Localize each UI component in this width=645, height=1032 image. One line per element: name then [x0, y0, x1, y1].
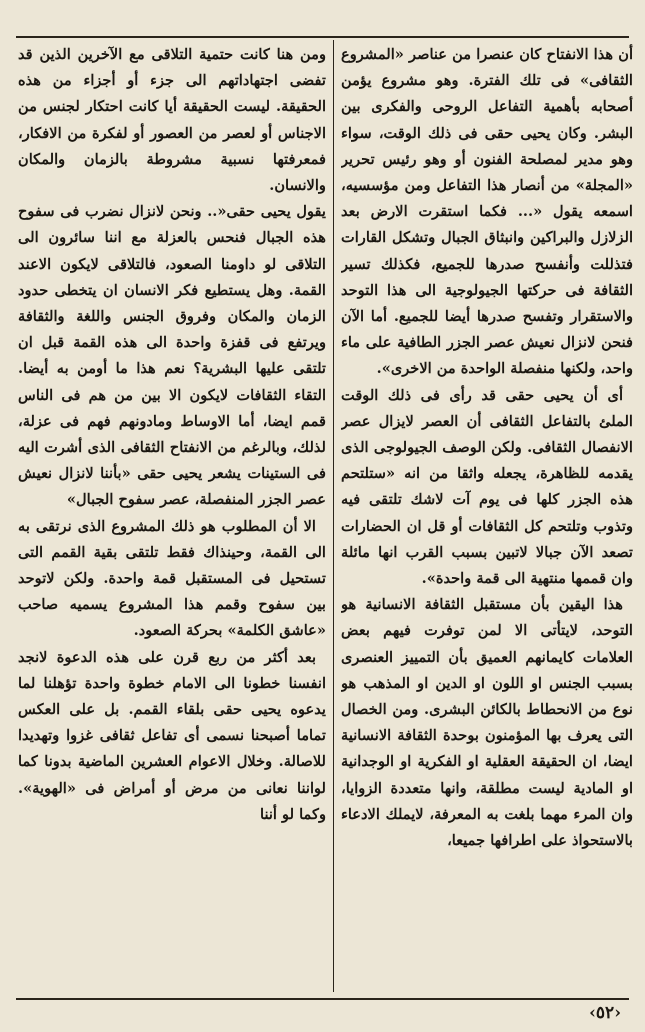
column-divider	[333, 40, 334, 992]
left-column	[18, 42, 326, 992]
bottom-rule	[16, 998, 629, 1000]
top-rule	[16, 36, 629, 38]
paragraph: أن هذا الانفتاح كان عنصرا من عناصر «المشروع الثقافى» فى تلك الفترة. وهو مشروع يؤمن أصحابه بأهمية التفاعل الروحى والفكرى بين البشر. وكان يحيى حقى فى ذلك الوقت، سواء وهو مدير لمصلحة الفنون أو وهو رئيس تحرير «المجلة» من أنصار هذا التفاعل ومن مؤسسيه، اسمعه يقول «... فكما استقرت الارض بعد الزلازل والبراكين وانبثاق الجبال وتشكل القارات فتذللت وأنفسح صدرها للجميع، فكذلك تسير الثقافة فى حركتها الجيولوجية الى هذا التوحد والاستقرار وتفسح صدرها أيضا للجميع. أما الآن فنحن لانزال نعيش عصر الجزر الطافية على ماء واحد، ولكنها منفصلة الواحدة من الاخرى».	[341, 46, 633, 378]
paragraph: بعد أكثر من ربع قرن على هذه الدعوة لانجد انفسنا خطونا الى الامام خطوة واحدة تؤهلنا لما يدعوه يحيى حقى بلقاء القمم. بل على العكس تماما أصبحنا نسمى أى تفاعل ثقافى غزوا وتهديدا للاصالة. وخلال الاعوام العشرين الماضية بدونا كما لواننا نعانى من مرض أو أمراض فى «الهوية». وكما لو أننا	[18, 648, 326, 823]
paragraph: الا أن المطلوب هو ذلك المشروع الذى نرتقى به الى القمة، وحينذاك فقط تلتقى بقية القمم التى تستحيل فى المستقبل قمة واحدة. ولكن لاتوحد بين سفوح وقمم هذا المشروع يسميه صاحب «عاشق الكلمة» بحركة الصعود.	[18, 517, 326, 640]
paragraph: أى أن يحيى حقى قد رأى فى ذلك الوقت الملئ بالتفاعل الثقافى أن العصر لايزال عصر الانفصال الثقافى. ولكن الوصف الجيولوجى الذى يقدمه للظاهرة، يجعله واثقا من انه «ستلتحم هذه الجزر كلها فى يوم آت لاشك تلتقى فيه وتذوب وتلتحم كل الثقافات أو قل ان الحضارات تصعد الآن جبالا لاتبين بسبب القرب انها مائلة وان قممها منتهية الى قمة واحدة».	[341, 386, 633, 588]
paragraph: هذا اليقين بأن مستقبل الثقافة الانسانية هو التوحد، لايتأتى الا لمن توفرت فيهم بعض العلامات كايمانهم العميق بأن التمييز العنصرى بسبب الجنس او اللون او الدين او المذهب هو نوع من الانحطاط بالكائن البشرى. ومن الخصال التى يعرف بها المؤمنون بوحدة الثقافة الانسانية ايضا، ان الحقيقة العقلية او الفكرية او الوجدانية او المادية ليست مطلقة، وانها متعددة الزوايا، وان المرء مهما بلغت به المعرفة، لايملك الادعاء بالاستحواذ على اطرافها جميعا،	[341, 596, 633, 850]
paragraph: يقول يحيى حقى«.. ونحن لانزال نضرب فى سفوح هذه الجبال فنحس بالعزلة مع اننا سائرون الى التلاقى لو داومنا الصعود، فالتلاقى لايكون الاعند القمة. وهل يستطيع فكر الانسان ان يتخطى حدود الزمان والمكان وفروق الجنس واللغة والثقافة ويرتفع فى قفزة واحدة الى هذه القمة قبل ان تلتقى عليها البشرية؟ نعم هذا ما أومن به أيضا. التقاء الثقافات لايكون الا بين من هم فى الناس قمم ايضا، أما الاوساط ومادونهم فهم فى عزلة، لذلك، وبالرغم من الانفتاح الثقافى الذى أشرت اليه فى الستينات يشعر يحيى حقى «بأننا لانزال نعيش عصر الجزر المنفصلة، عصر سفوح الجبال»	[18, 203, 326, 509]
paragraph: ومن هنا كانت حتمية التلاقى مع الآخرين الذين قد تفضى اجتهاداتهم الى جزء أو أجزاء من هذه الحقيقة. ليست الحقيقة أيا كانت احتكار لجنس من الاجناس أو لعصر من العصور أو لفكرة من الافكار، فمعرفتها نسبية مشروطة بالزمان والمكان والانسان.	[18, 46, 326, 195]
right-column	[341, 42, 633, 992]
page-number: ‹٥٢›	[589, 1003, 621, 1023]
